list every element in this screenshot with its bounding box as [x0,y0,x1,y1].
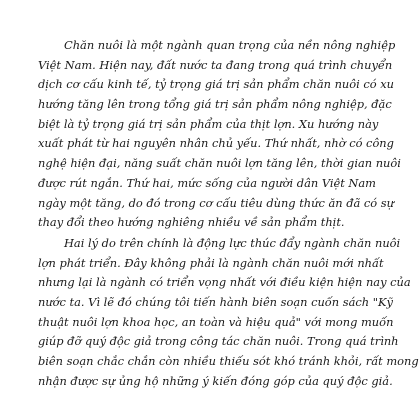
text-line: hướng tăng lên trong tổng giá trị sản phẩm nông nghiệp, đặc [38,97,392,112]
text-line: Việt Nam. Hiện nay, đất nước ta đang trong quá trình chuyển [38,57,393,72]
text-line: lợn phát triển. Đây không phải là ngành chăn nuôi mới nhất [38,255,384,270]
paragraph-1 [38,36,401,233]
text-line: thuật nuôi lợn khoa học, an toàn và hiệu quả" với mong muốn [38,314,394,329]
text-line: Chăn nuôi là một ngành quan trọng của nền nông nghiệp [64,38,396,52]
text-line: ngày một tăng, do đó trong cơ cấu tiêu dùng thức ăn đã có sự [38,195,394,210]
text-line: nghệ hiện đại, năng suất chăn nuôi lợn tăng lên, thời gian nuôi [38,156,401,171]
text-line: Hai lý do trên chính là động lực thúc đẩy ngành chăn nuôi [64,235,401,250]
paragraph-2 [38,234,419,392]
text-line: nhưng lại là ngành có triển vọng nhất với điều kiện hiện nay của [38,275,411,290]
text-line: nhận được sự ủng hộ những ý kiến đóng góp của quý độc giả. [38,373,393,388]
text-line: thay đổi theo hướng nghiêng nhiều về sản phẩm thịt. [38,215,345,230]
text-line: nước ta. Vì lẽ đó chúng tôi tiến hành biên soạn cuốn sách "Kỹ [38,294,393,309]
text-line: biên soạn chắc chắn còn nhiều thiếu sót khó tránh khỏi, rất mong [38,354,419,368]
text-line: được rút ngắn. Thứ hai, mức sống của người dân Việt Nam [38,175,376,190]
body-text [38,36,419,391]
text-line: xuất phát từ hai nguyên nhân chủ yếu. Thứ nhất, nhờ có công [38,136,394,151]
text-line: giúp đỡ quý độc giả trong công tác chăn nuôi. Trong quá trình [38,334,399,349]
text-line: dịch cơ cấu kinh tế, tỷ trọng giá trị sản phẩm chăn nuôi có xu [38,77,395,92]
text-line: biệt là tỷ trọng giá trị sản phẩm của thịt lợn. Xu hướng này [38,116,379,131]
